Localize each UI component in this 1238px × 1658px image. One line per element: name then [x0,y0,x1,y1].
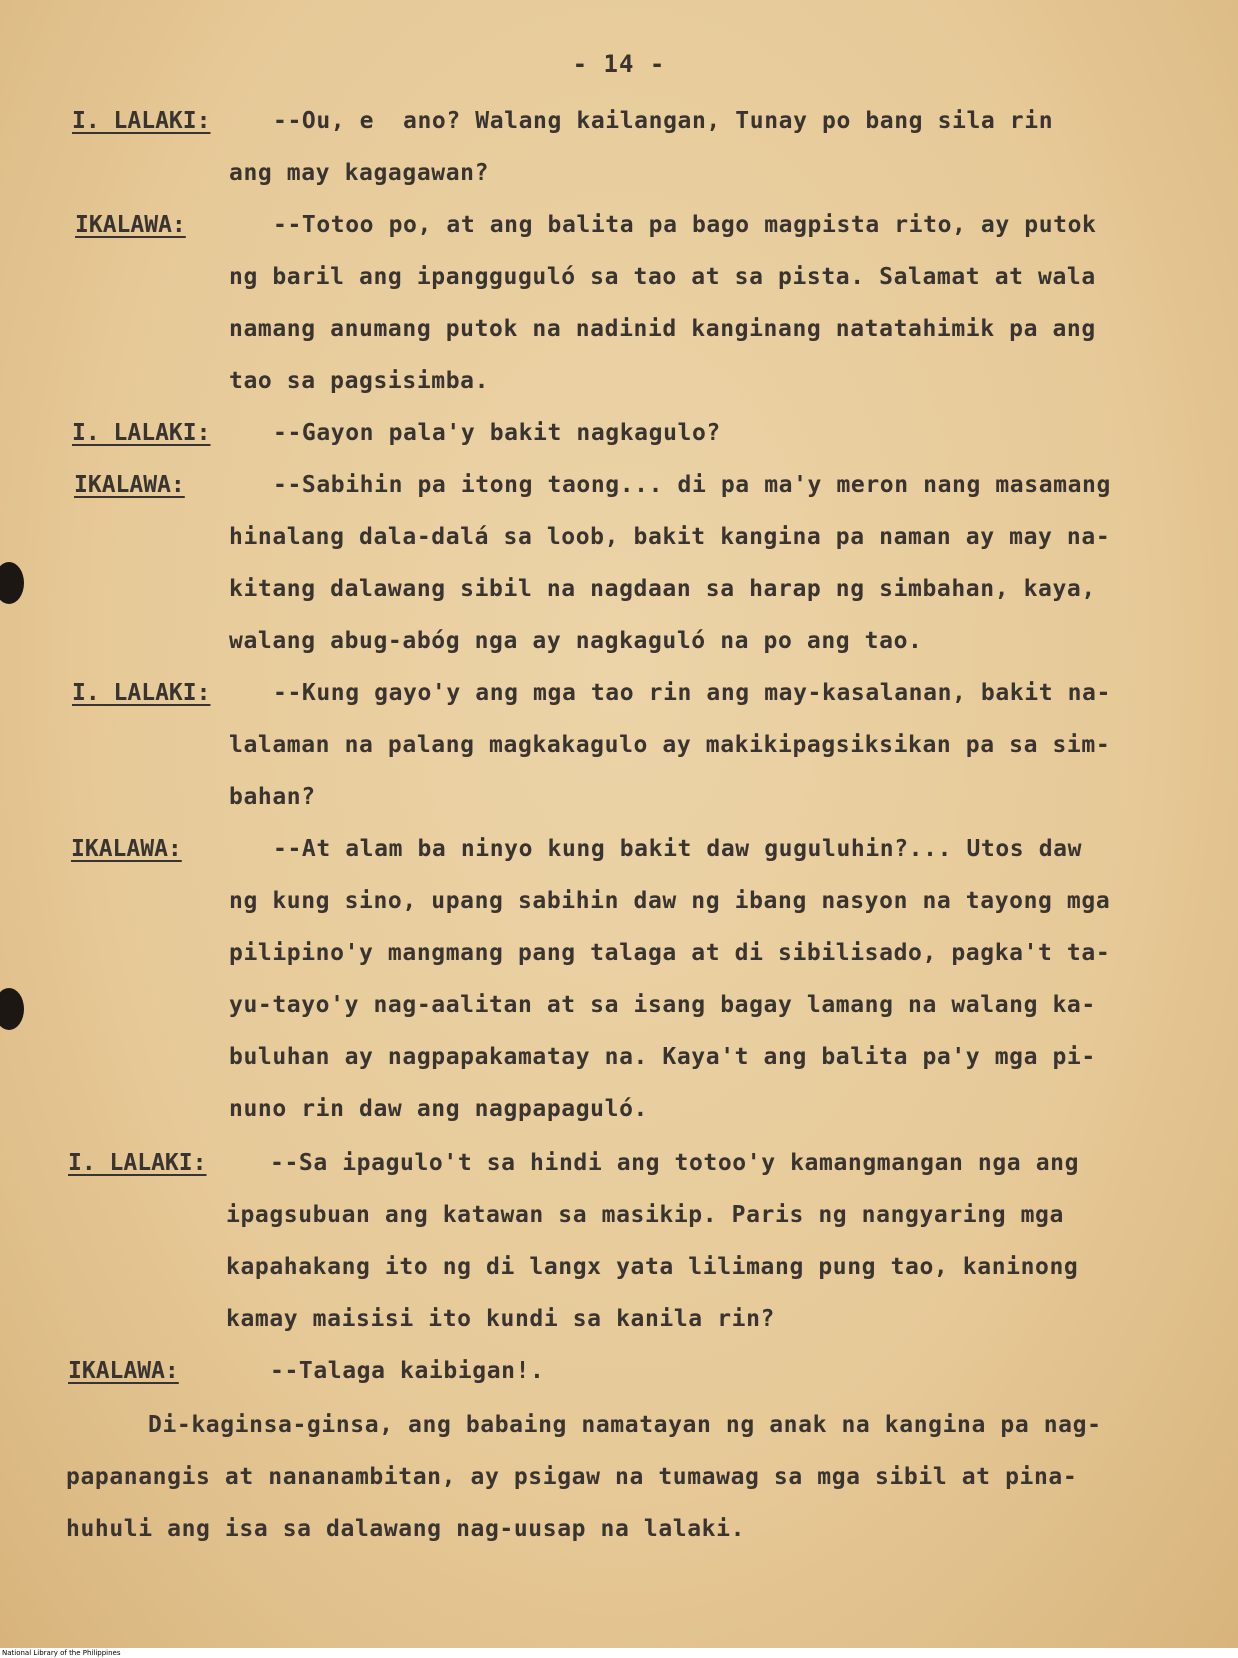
dialogue-line: walang abug-abóg nga ay nagkaguló na po ang tao. [229,628,923,654]
dialogue-line: --Ou, e ano? Walang kailangan, Tunay po bang sila rin [273,108,1054,134]
dialogue-line: lalaman na palang magkakagulo ay makikipagsiksikan pa sa sim- [229,732,1111,758]
narrative-line: Di-kaginsa-ginsa, ang babaing namatayan ng anak na kangina pa nag- [148,1412,1102,1438]
page-number: - 14 - [572,50,666,78]
speaker-label: IKALAWA: [68,1358,179,1384]
dialogue-line: ng baril ang ipangguguló sa tao at sa pista. Salamat at wala [229,264,1096,290]
punch-hole-bottom [0,988,24,1030]
dialogue-line: namang anumang putok na nadinid kanginang natatahimik pa ang [229,316,1096,342]
speaker-label: I. LALAKI: [68,1150,207,1176]
dialogue-line: --Sa ipagulo't sa hindi ang totoo'y kamangmangan nga ang [270,1150,1080,1176]
dialogue-line: hinalang dala-dalá sa loob, bakit kangina pa naman ay may na- [229,524,1111,550]
narrative-line: huhuli ang isa sa dalawang nag-uusap na lalaki. [66,1516,746,1542]
punch-hole-top [0,562,24,604]
dialogue-line: --Sabihin pa itong taong... di pa ma'y meron nang masamang [273,472,1111,498]
dialogue-line: yu-tayo'y nag-aalitan at sa isang bagay lamang na walang ka- [229,992,1096,1018]
dialogue-line: pilipino'y mangmang pang talaga at di sibilisado, pagka't ta- [229,940,1111,966]
footer-bar [0,1648,1238,1658]
speaker-label: IKALAWA: [75,212,186,238]
dialogue-line: --Talaga kaibigan!. [270,1358,545,1384]
footer-credit: National Library of the Philippines [2,1649,121,1657]
dialogue-line: buluhan ay nagpapakamatay na. Kaya't ang balita pa'y mga pi- [229,1044,1096,1070]
dialogue-line: tao sa pagsisimba. [229,368,490,394]
dialogue-line: kapahakang ito ng di langx yata lilimang pung tao, kaninong [226,1254,1079,1280]
speaker-label: IKALAWA: [74,472,185,498]
speaker-label: I. LALAKI: [72,680,211,706]
dialogue-line: ng kung sino, upang sabihin daw ng ibang nasyon na tayong mga [229,888,1111,914]
speaker-label: IKALAWA: [71,836,182,862]
dialogue-line: nuno rin daw ang nagpapaguló. [229,1096,648,1122]
dialogue-line: kitang dalawang sibil na nagdaan sa harap ng simbahan, kaya, [229,576,1096,602]
narrative-line: papanangis at nananambitan, ay psigaw na tumawag sa mga sibil at pina- [66,1464,1078,1490]
dialogue-line: kamay maisisi ito kundi sa kanila rin? [226,1306,775,1332]
dialogue-line: --Totoo po, at ang balita pa bago magpista rito, ay putok [273,212,1097,238]
dialogue-line: --Gayon pala'y bakit nagkagulo? [273,420,721,446]
dialogue-line: ipagsubuan ang katawan sa masikip. Paris ng nangyaring mga [226,1202,1064,1228]
dialogue-line: bahan? [229,784,316,810]
speaker-label: I. LALAKI: [72,108,211,134]
dialogue-line: ang may kagagawan? [229,160,490,186]
speaker-label: I. LALAKI: [72,420,211,446]
dialogue-line: --Kung gayo'y ang mga tao rin ang may-kasalanan, bakit na- [273,680,1111,706]
dialogue-line: --At alam ba ninyo kung bakit daw guguluhin?... Utos daw [273,836,1083,862]
